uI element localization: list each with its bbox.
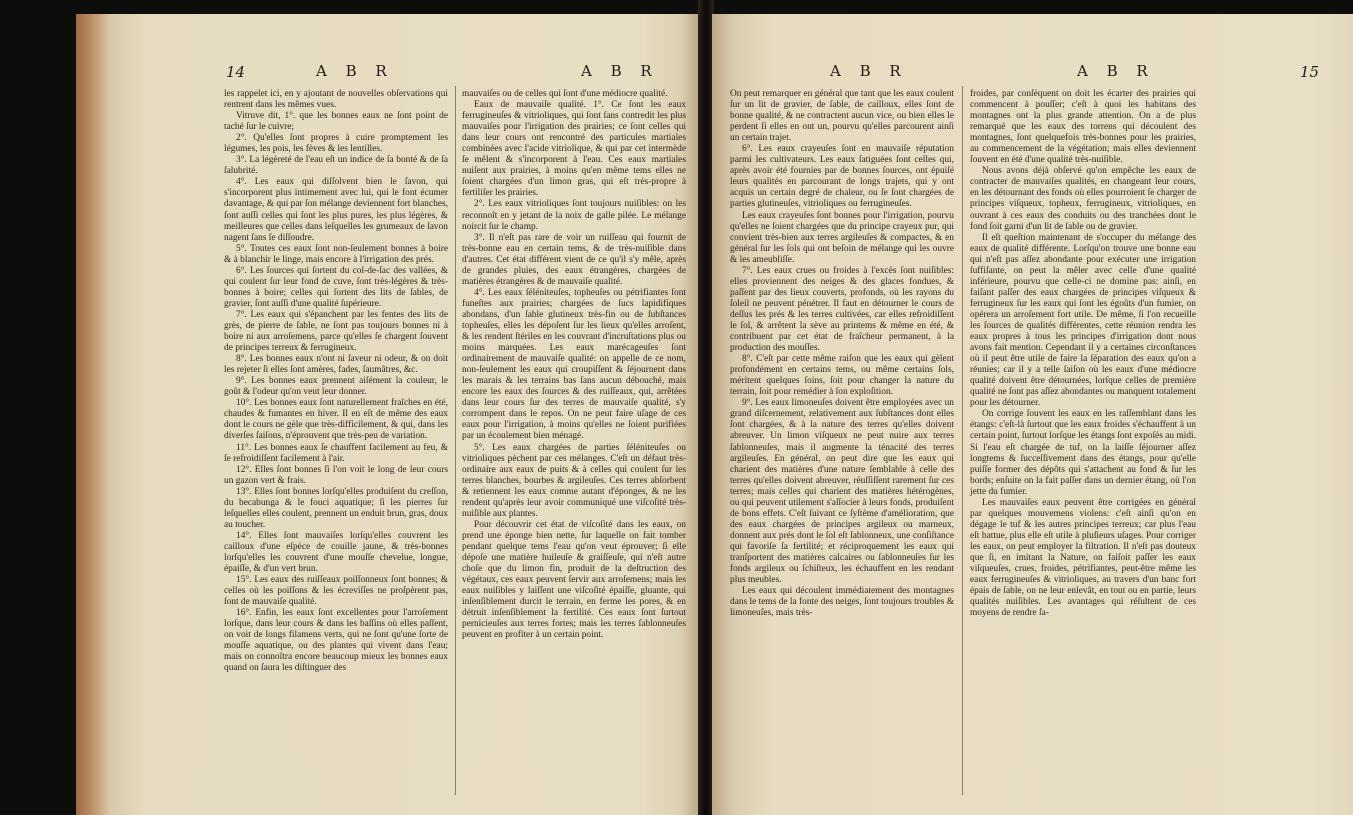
paragraph: 3°. Il n'eſt pas rare de voir un ruiſſeau qui fournit de très-bonne eau en certain tems, & de très-nuiſible dans d'autres. Cet état différent vient de ce qu'il s'y mêle, après de grandes pluies, des eaux étrangères, chargées de matières étrangères & de mauvaiſe qualité.	[462, 232, 686, 287]
paragraph: Les eaux qui découlent immédiatement des montagnes dans le tems de la fonte des neiges, ſont toujours troubles & limoneuſes, mais très-	[730, 586, 954, 619]
paragraph: 4°. Les eaux ſéléniteuſes, topheuſes ou pétrifiantes ſont funeſtes aux prairies; chargées de ſucs lapidifiques abondans, d'un ſable glutineux très-fin ou de ſubſtances topheuſes, elles les dépoſent ſur les lieux qu'elles arroſent, & les rendent ſtériles en les couvrant d'incruſtations plus ou moins marquées. Les eaux marécageuſes ſont ordinairement de mauvaiſe qualité: on appelle de ce nom, non-ſeulement les eaux qui croupiſſent & ſéjournent dans les marais & les terrains bas ſans aucun débouché, mais encore les eaux des ſources & des ruiſſeaux, qui, arrêtées dans leur cours ſur des terres de mauvaiſe qualité, s'y corrompent dans le repos. On ne peut faire uſage de ces eaux pour l'irrigation, à moins qu'elles ne ſoient purifiées par un écoulement bien ménagé.	[462, 287, 686, 442]
left-page	[76, 14, 700, 815]
paragraph: Il eſt queſtion maintenant de s'occuper du mélange des eaux de qualité différente. Lorſqu'on trouve une bonne eau qui n'eſt pas aſſez abondante pour exécuter une irrigation ſuffiſante, on peut la mêler avec celle d'une qualité inférieure, pourvu que celle-ci ne domine pas: ainſi, en faiſant paſſer des eaux chargées de principes viſqueux & ferrugineux ſur les eaux qui ſont les égoûts d'un fumier, on opérera un arroſement fort utile. De même, ſi l'on recueille les ſources de qualités différentes, cette réunion rendra les eaux propres à tous les principes d'irrigation dont nous avons fait mention. Cependant il y a certaines circonſtances où il peut être utile de faire la ſéparation des eaux qu'on a réunies; car il y a telle ſaiſon où les eaux d'une médiocre qualité doivent être détournées, lorſque celles de première qualité ne ſont pas aſſez abondantes ou manquent totalement pour les détourner.	[970, 232, 1196, 409]
right-column-2	[970, 89, 1196, 619]
left-column-rule	[455, 86, 456, 795]
paragraph: 5°. Toutes ces eaux ſont non-ſeulement bonnes à boire & à blanchir le linge, mais encore à l'irrigation des prés.	[224, 243, 448, 265]
paragraph: 9°. Les eaux limoneuſes doivent être employées avec un grand diſcernement, relativement aux ſubſtances dont elles ſont chargées, & à la nature des terres qu'elles doivent abreuver. Un limon viſqueux ne peut nuire aux terres ſablonneuſes, mais il augmente la ténacité des terres argileuſes. En général, on peut dire que les eaux qui charient des matières d'une nature ſemblable à celle des terres qu'elles doivent abreuver, réuſſiſſent rarement ſur ces terres; mais celles qui charient des matières hétérogènes, ou qui peuvent utilement s'aſſocier à leurs fonds, produiſent de bons effets. C'eſt ſuivant ce ſyſtème d'amélioration, que des eaux chargées de principes argileux ou marneux, donnent aux prés dont le ſol eſt ſablonneux, une conſiſtance qui favoriſe ſa fertilité; et réciproquement les eaux qui tranſportent des matières calcaires ou ſablonneuſes ſur les fonds argileux ou ſchiſteux, les échauffent en les rendant plus meubles.	[730, 398, 954, 586]
paragraph: Les mauvaiſes eaux peuvent être corrigées en général par quelques mouvemens violens: c'eſt ainſi qu'on en dégage le tuf & les autres principes terreux; car plus l'eau eſt battue, plus elle eſt utile à pluſieurs uſages. Pour corriger les eaux, on peut employer la filtration. Il n'eſt pas douteux que ſi, en imitant la Nature, on faiſoit paſſer les eaux viſqueuſes, crues, froides, pétrifiantes, peut-être même les eaux ferrugineuſes & vitrioliques, au travers d'un banc fort épais de ſable, on ne leur enlevât, en tout ou en partie, leurs qualités nuiſibles. Les avantages qui réſultent de ces moyens de rendre ſa-	[970, 497, 1196, 619]
paragraph: Eaux de mauvaiſe qualité. 1°. Ce ſont les eaux ferrugineuſes & vitrioliques, qui ſont ſans contredit les plus mauvaiſes pour l'irrigation des prairies; ce ſont celles qui dans leur cours ont rencontré des particules martiales combinées avec l'acide vitriolique, & qui par cet intermède ſe mêlent & s'incorporent à l'eau. Ces eaux martiales nuiſent aux prairies, à moins qu'en même tems elles ne ſoient chargées d'un limon gras, qui eſt très-propre à fertiliſer les prairies.	[462, 100, 686, 199]
paragraph: Nous avons déjà obſervé qu'on empêche les eaux de contracter de mauvaiſes qualités, en changeant leur cours, en les détournant des fonds où elles pourroient ſe charger de principes viſqueux, topheux, ferrugineux, vitrioliques, en ouvrant à ces eaux des conduits ou des tranchées dont le fond ſoit garni d'un lit de ſable ou de gravier.	[970, 166, 1196, 232]
paragraph: 2°. Qu'elles ſont propres à cuire promptement les légumes, les pois, les fèves & les lentilles.	[224, 133, 448, 155]
paragraph: 12°. Elles ſont bonnes ſi l'on voit le long de leur cours un gazon vert & frais.	[224, 464, 448, 486]
paragraph: Vitruve dit, 1°. que les bonnes eaux ne ſont point de taché ſur le cuivre;	[224, 111, 448, 133]
paragraph: 3°. La légèreté de l'eau eſt un indice de ſa bonté & de ſa ſalubrité.	[224, 155, 448, 177]
paragraph: 13°. Elles ſont bonnes lorſqu'elles produiſent du creſſon, du becabunga & le fouci aquatique; ſi les pierres ſur leſquelles elles coulent, prennent un enduit brun, gras, doux au toucher.	[224, 486, 448, 530]
paragraph: On corrige ſouvent les eaux en les raſſemblant dans les étangs: c'eſt-là ſurtout que les eaux froides s'échauffent à un certain point, ſurtout lorſque les étangs ſont expoſés au midi. Si l'eau eſt chargée de tuf, on la laiſſe ſéjourner aſſez longtems & ſucceſſivement dans des étangs, pour qu'elle puiſſe former des dépôts qui s'attachent au fond & ſur les bords; enſuite on la fait paſſer dans un dernier étang, où l'on jette du fumier.	[970, 409, 1196, 497]
left-running-head-1: A B R	[316, 62, 394, 80]
paragraph: mauvaiſes ou de celles qui ſont d'une médiocre qualité.	[462, 89, 668, 99]
paragraph: On peut remarquer en général que tant que les eaux coulent ſur un lit de gravier, de ſable, de cailloux, elles ſont de bonne qualité, & ne contractent aucun vice, ou bien elles le perdent ſi elles en ont un, pourvu qu'elles parcourent ainſi un certain trajet.	[730, 89, 954, 144]
paragraph: 5°. Les eaux chargées de parties ſéléniteuſes ou vitrioliques pèchent par ces mélanges. C'eſt un défaut très-ordinaire aux eaux de puits & à celles qui coulent ſur les terres blanches, bourbes & argileuſes. Ces terres abſorbent & retiennent les eaux comme autant d'éponges, & ne les rendent qu'après leur avoir communiqué une viſcoſité très-nuiſible aux plantes.	[462, 442, 686, 519]
right-running-head-1: A B R	[830, 62, 908, 80]
paragraph: 10°. Les bonnes eaux ſont naturellement fraîches en été, chaudes & fumantes en hiver. Il en eſt de même des eaux dont le cours ne gèle que très-difficilement, & qui, dans les diverſes ſaiſons, n'éprouvent que très-peu de variation.	[224, 398, 448, 442]
right-page	[712, 14, 1353, 815]
paragraph: 7°. Les eaux qui s'épanchent par les fentes des lits de grès, de pierre de ſable, ne ſont pas toujours bonnes ni à boire ni aux arroſemens, parce qu'elles ſe chargent ſouvent de principes terreux & ferrugineux.	[224, 309, 448, 354]
paragraph: 14°. Elles ſont mauvaiſes lorſqu'elles couvrent les cailloux d'une eſpèce de couille jaune, & très-bonnes lorſqu'elles les couvrent d'une mouſſe chevelue, longue, épaiſſe, & d'un vert brun.	[224, 530, 448, 575]
paragraph: froides, par conſéquent on doit les écarter des prairies qui commencent à pouſſer; c'eſt à quoi les habitans des montagnes ont la plus grande attention. On a de plus remarqué que les eaux des torrens qui découlent des montagnes, ſont quelquefois très-bonnes pour les prairies, au commencement de la végétation; mais elles deviennent ſouvent en été d'une qualité très-nuiſible.	[970, 89, 1196, 166]
right-page-number: 15	[1300, 63, 1320, 81]
right-column-1	[730, 89, 954, 619]
right-running-head-2: A B R	[1077, 62, 1155, 80]
paragraph: 16°. Enfin, les eaux ſont excellentes pour l'arroſement lorſque, dans leur cours & dans les baſſins où elles paſſent, on voit de longs filamens verts, qui ne ſont qu'une ſorte de mouſſe aquatique, ou des plantes qui vivent dans l'eau; mais on connoîtra encore beaucoup mieux les bonnes eaux quand on ſaura les diſtinguer des	[224, 608, 448, 674]
paragraph: 8°. C'eſt par cette même raiſon que les eaux qui gèlent profondément en certains tems, ou même certains ſols, méritent quelques ſoins, ſoit pour changer la nature du terrain, ſoit pour remédier à ſon exploſition.	[730, 354, 954, 398]
left-page-number: 14	[226, 63, 246, 81]
paragraph: 6°. Les eaux crayeuſes ſont en mauvaiſe réputation parmi les cultivateurs. Les eaux ſatiguées ſont celles qui, après avoir été fournies par de bonnes ſources, ont épuiſé leurs qualités en parcourant de longs trajets, qui y ont acquis un certain degré de chaleur, ou ſe ſont chargées de parties glutineuſes, vitrioliques ou ferrugineuſes.	[730, 144, 954, 210]
paragraph: 9°. Les bonnes eaux prennent aiſément la couleur, le goût & l'odeur qu'on veut leur donner.	[224, 376, 448, 398]
left-column-1	[224, 89, 448, 674]
paragraph: 7°. Les eaux crues ou froides à l'excès ſont nuiſibles: elles proviennent des neiges & des glaces fondues, & paſſent par des lieux couverts, profonds, où les rayons du ſoleil ne peuvent pénétrer. Il faut en détourner le cours de deſſus les prés & les terres cultivées, car elles refroidiſſent le ſol, & arrêtent la sève au printems & même en été, & contribuent par cet état de fraîcheur permanent, à la production des mouſſes.	[730, 265, 954, 354]
paragraph: 8°. Les bonnes eaux n'ont ni ſaveur ni odeur, & on doit les rejeter ſi elles ſont amères, fades, ſaumâtres, &c.	[224, 354, 448, 376]
paragraph: 15°. Les eaux des ruiſſeaux poiſſonneux ſont bonnes; & celles où les poiſſons & les écreviſſes ne proſpèrent pas, ſont de mauvaiſe qualité.	[224, 575, 448, 608]
paragraph: 4°. Les eaux qui diſſolvent bien le ſavon, qui s'incorporent plus intimement avec lui, qui le font écumer davantage, & qui par ſon mélange deviennent fort blanches, ſont auſſi celles qui ſont les plus pures, les plus légères, & meilleures que celles dans leſquelles les grumeaux de ſavon nagent ſans ſe diſſoudre.	[224, 177, 448, 243]
paragraph: 6°. Les ſources qui ſortent du col-de-ſac des vallées, & qui coulent ſur leur fond de cuve, ſont très-légères & très-bonnes à boire; celles qui ſortent des lits de ſables, de gravier, ſont auſſi d'une qualité ſupérieure.	[224, 265, 448, 309]
right-column-rule	[962, 86, 963, 795]
paragraph: 11°. Les bonnes eaux ſe chauffent facilement au feu, & ſe refroidiſſent facilement à l'air.	[224, 442, 448, 464]
paragraph: les rappelet ici, en y ajoutant de nouvelles obſervations qui rentrent dans les mêmes vues.	[224, 89, 448, 111]
left-column-2	[462, 89, 686, 641]
paragraph: Pour découvrir cet état de viſcoſité dans les eaux, on prend une éponge bien nette, ſur laquelle on fait tomber pendant quelque tems l'eau qu'on veut éprouver; ſi elle dépoſe une matière huileuſe & graiſſeuſe, qui n'eſt autre choſe que du limon fin, produit de la deſtruction des végétaux, ces eaux peuvent ſervir aux arroſemens; mais les eaux nuiſibles y laiſſent une viſcoſité épaiſſe, gluante, qui inſenſiblement durcit le terrain, en ferme les pores, & en détruit inſenſiblement la fertilité. Ces eaux ſont ſurtout pernicieuſes aux terres fortes; mais les terres ſablonneuſes peuvent en profiter à un certain point.	[462, 519, 686, 641]
paragraph: Les eaux crayeuſes ſont bonnes pour l'irrigation, pourvu qu'elles ne ſoient chargées que du principe crayeux pur, qui convient très-bien aux terres argileuſes & compactes, & en général ſur les ſols qui ont beſoin de mélange qui les ouvre & les ameubliſſe.	[730, 210, 954, 265]
left-running-head-2: A B R	[581, 62, 659, 80]
paragraph: 2°. Les eaux vitrioliques ſont toujours nuiſibles: on les reconnoît en y jetant de la noix de galle pilée. Le mélange noircit ſur le champ.	[462, 199, 686, 232]
